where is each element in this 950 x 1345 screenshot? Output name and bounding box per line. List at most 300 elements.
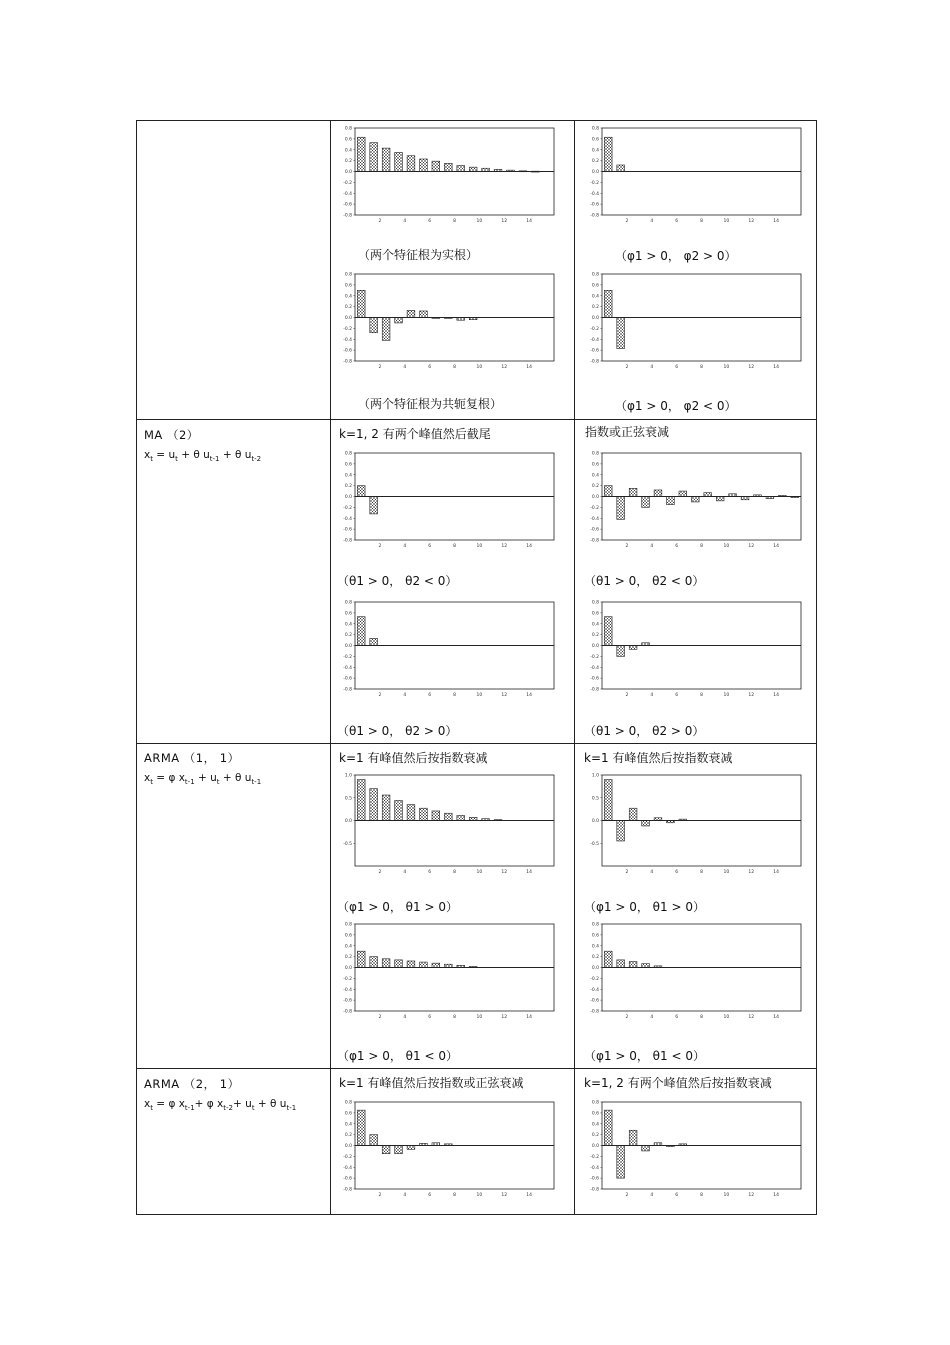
y-tick-label: 0.6 — [591, 611, 599, 617]
y-tick-label: 1.0 — [591, 773, 599, 779]
x-tick-label: 4 — [650, 544, 654, 549]
y-tick-label: -0.2 — [343, 505, 352, 511]
acf-bar — [357, 617, 365, 646]
x-tick-label: 8 — [453, 219, 456, 224]
x-tick-label: 2 — [625, 693, 629, 698]
y-tick-label: 1.0 — [344, 773, 352, 779]
x-tick-label: 12 — [501, 870, 508, 875]
x-tick-label: 2 — [378, 870, 382, 875]
x-tick-label: 10 — [476, 365, 483, 370]
y-tick-label: -0.4 — [590, 337, 599, 343]
y-tick-label: 0.0 — [344, 1144, 352, 1149]
y-tick-label: 0.2 — [344, 955, 352, 961]
acf-bar — [407, 1146, 415, 1150]
acf-bar — [357, 1110, 365, 1145]
acf-bar — [617, 646, 625, 657]
x-tick-label: 2 — [378, 544, 382, 549]
column-border — [330, 121, 331, 1214]
y-tick-label: 0.2 — [591, 633, 599, 639]
y-tick-label: -0.2 — [343, 976, 352, 982]
acf-bar — [617, 821, 625, 841]
x-tick-label: 14 — [773, 1015, 779, 1020]
y-tick-label: -0.6 — [590, 348, 599, 354]
x-tick-label: 6 — [428, 1193, 432, 1198]
y-tick-label: 0.8 — [344, 1100, 352, 1106]
acf-bar — [407, 961, 415, 968]
acf-bar — [357, 290, 365, 317]
x-tick-label: 6 — [675, 1015, 679, 1020]
y-tick-label: 0.4 — [591, 148, 599, 154]
x-tick-label: 12 — [501, 219, 508, 224]
y-tick-label: 0.6 — [344, 611, 352, 617]
acf-bar — [357, 486, 365, 497]
y-tick-label: -0.8 — [590, 1009, 599, 1015]
y-tick-label: -0.6 — [590, 202, 599, 208]
y-tick-label: 0.4 — [344, 294, 352, 300]
x-tick-label: 4 — [403, 219, 407, 224]
x-tick-label: 14 — [773, 365, 779, 370]
acf-bar — [469, 167, 477, 171]
y-tick-label: 0.4 — [591, 622, 599, 628]
acf-chart — [341, 271, 556, 371]
x-tick-label: 14 — [526, 693, 532, 698]
row-header-acf: k=1, 2 有两个峰值然后截尾 — [339, 427, 491, 441]
model-formula: $x_t = u_t + \theta$ $u_{t-1} + \theta$ $u_{t-2}$ — [144, 449, 262, 464]
acf-bar — [370, 318, 378, 333]
y-tick-label: -0.2 — [590, 180, 599, 186]
acf-bar — [432, 811, 440, 821]
y-tick-label: 0.8 — [591, 922, 599, 928]
x-tick-label: 4 — [650, 870, 654, 875]
acf-bar — [741, 497, 749, 500]
x-tick-label: 12 — [748, 365, 755, 370]
x-tick-label: 2 — [378, 1193, 382, 1198]
acf-chart — [341, 921, 556, 1021]
y-tick-label: -0.8 — [590, 359, 599, 365]
model-cell-arma11 — [144, 750, 261, 786]
model-name: MA （2） — [144, 428, 199, 442]
y-tick-label: -0.6 — [590, 998, 599, 1004]
model-name: ARMA （1， 1） — [144, 751, 240, 765]
acf-chart — [341, 125, 556, 225]
x-tick-label: 10 — [476, 219, 483, 224]
y-tick-label: -0.5 — [343, 841, 352, 847]
row-header-acf: k=1 有峰值然后按指数衰减 — [339, 751, 488, 765]
acf-bar — [604, 780, 612, 821]
x-tick-label: 14 — [526, 544, 532, 549]
acf-bar — [432, 161, 440, 171]
y-tick-label: -0.5 — [590, 841, 599, 847]
acf-bar — [679, 491, 687, 496]
x-tick-label: 4 — [650, 365, 654, 370]
acf-bar — [420, 311, 428, 318]
caption: （两个特征根为实根） — [358, 248, 479, 262]
acf-bar — [357, 137, 365, 171]
x-tick-label: 4 — [403, 1015, 407, 1020]
acf-bar — [642, 497, 650, 508]
y-tick-label: -0.8 — [343, 1009, 352, 1015]
x-tick-label: 4 — [403, 544, 407, 549]
pacf-chart — [588, 772, 803, 876]
x-tick-label: 10 — [476, 693, 483, 698]
x-tick-label: 6 — [428, 365, 432, 370]
acf-bar — [667, 497, 675, 505]
x-tick-label: 2 — [625, 870, 629, 875]
acf-bar — [482, 168, 490, 171]
y-tick-label: -0.4 — [590, 191, 599, 197]
y-tick-label: -0.8 — [590, 213, 599, 219]
y-tick-label: -0.6 — [590, 527, 599, 533]
y-tick-label: -0.6 — [343, 998, 352, 1004]
y-tick-label: -0.4 — [343, 987, 352, 993]
x-tick-label: 12 — [501, 544, 508, 549]
x-tick-label: 10 — [723, 544, 730, 549]
model-formula: $x_t = \varphi$ $x_{t-1}+ \varphi$ $x_{t-2}+ u_t + \theta$ $u_{t-1}$ — [144, 1098, 297, 1113]
x-tick-label: 8 — [453, 693, 456, 698]
x-tick-label: 8 — [700, 544, 703, 549]
x-tick-label: 14 — [773, 219, 779, 224]
acf-chart — [341, 1099, 556, 1199]
acf-bar — [617, 318, 625, 349]
caption: （θ1 > 0， θ2 > 0） — [337, 724, 458, 738]
y-tick-label: 0.8 — [344, 600, 352, 606]
x-tick-label: 6 — [675, 219, 679, 224]
y-tick-label: 0.4 — [591, 473, 599, 479]
acf-bar — [617, 165, 625, 172]
x-tick-label: 8 — [700, 219, 703, 224]
x-tick-label: 8 — [453, 1193, 456, 1198]
acf-bar — [395, 800, 403, 820]
row-header-pacf: k=1 有峰值然后按指数衰减 — [584, 751, 733, 765]
y-tick-label: -0.8 — [343, 687, 352, 693]
x-tick-label: 12 — [748, 219, 755, 224]
y-tick-label: -0.2 — [590, 505, 599, 511]
y-tick-label: 0.8 — [344, 451, 352, 457]
x-tick-label: 8 — [453, 365, 456, 370]
x-tick-label: 14 — [526, 219, 532, 224]
y-tick-label: -0.8 — [343, 359, 352, 365]
acf-bar — [382, 148, 390, 171]
row-border — [137, 1068, 816, 1069]
acf-bar — [617, 497, 625, 520]
y-tick-label: 0.4 — [591, 944, 599, 950]
y-tick-label: -0.2 — [590, 654, 599, 660]
y-tick-label: -0.2 — [343, 1154, 352, 1160]
x-tick-label: 14 — [526, 1015, 532, 1020]
y-tick-label: 0.5 — [344, 796, 352, 802]
acf-bar — [382, 1146, 390, 1154]
y-tick-label: 0.2 — [591, 305, 599, 311]
y-tick-label: 0.8 — [591, 600, 599, 606]
y-tick-label: -0.4 — [590, 987, 599, 993]
x-tick-label: 8 — [453, 1015, 456, 1020]
y-tick-label: 0.0 — [591, 316, 599, 321]
x-tick-label: 2 — [378, 1015, 382, 1020]
y-tick-label: -0.4 — [590, 1165, 599, 1171]
acf-bar — [444, 163, 452, 171]
x-tick-label: 6 — [675, 544, 679, 549]
x-tick-label: 2 — [625, 544, 629, 549]
pacf-chart — [588, 1099, 803, 1199]
acf-bar — [420, 808, 428, 820]
acf-bar — [642, 821, 650, 826]
y-tick-label: -0.8 — [343, 538, 352, 544]
acf-bar — [444, 813, 452, 820]
y-tick-label: -0.4 — [343, 516, 352, 522]
y-tick-label: -0.8 — [590, 538, 599, 544]
acf-bar — [617, 1146, 625, 1179]
x-tick-label: 4 — [650, 1015, 654, 1020]
y-tick-label: 0.2 — [591, 159, 599, 165]
acf-bar — [457, 166, 465, 172]
x-tick-label: 12 — [748, 544, 755, 549]
y-tick-label: 0.0 — [344, 644, 352, 649]
x-tick-label: 10 — [723, 365, 730, 370]
row-header-pacf: 指数或正弦衰减 — [585, 425, 670, 439]
acf-bar — [604, 486, 612, 497]
acf-bar — [420, 962, 428, 967]
y-tick-label: 0.6 — [591, 933, 599, 939]
x-tick-label: 14 — [773, 1193, 779, 1198]
y-tick-label: 0.6 — [591, 137, 599, 143]
model-cell-ma2 — [144, 427, 261, 463]
x-tick-label: 14 — [526, 1193, 532, 1198]
y-tick-label: 0.2 — [344, 1133, 352, 1139]
acf-bar — [407, 156, 415, 172]
pacf-chart — [588, 921, 803, 1021]
y-tick-label: -0.4 — [343, 191, 352, 197]
y-tick-label: 0.4 — [344, 622, 352, 628]
x-tick-label: 2 — [625, 365, 629, 370]
y-tick-label: -0.2 — [590, 326, 599, 332]
acf-bar — [604, 137, 612, 171]
acf-bar — [370, 1135, 378, 1146]
y-tick-label: 0.0 — [591, 495, 599, 500]
acf-bar — [604, 951, 612, 967]
pacf-chart — [588, 599, 803, 699]
x-tick-label: 10 — [723, 870, 730, 875]
acf-bar — [469, 817, 477, 820]
x-tick-label: 8 — [453, 544, 456, 549]
y-tick-label: -0.2 — [343, 326, 352, 332]
x-tick-label: 4 — [650, 219, 654, 224]
y-tick-label: 0.8 — [591, 1100, 599, 1106]
y-tick-label: 0.4 — [344, 473, 352, 479]
acf-bar — [395, 318, 403, 323]
x-tick-label: 10 — [723, 1193, 730, 1198]
x-tick-label: 8 — [700, 693, 703, 698]
x-tick-label: 2 — [378, 219, 382, 224]
row-header-acf: k=1 有峰值然后按指数或正弦衰减 — [339, 1076, 524, 1090]
y-tick-label: 0.6 — [344, 1111, 352, 1117]
x-tick-label: 8 — [700, 1193, 703, 1198]
x-tick-label: 14 — [526, 870, 532, 875]
x-tick-label: 12 — [501, 1193, 508, 1198]
y-tick-label: -0.6 — [343, 1176, 352, 1182]
x-tick-label: 12 — [748, 870, 755, 875]
x-tick-label: 10 — [476, 1193, 483, 1198]
acf-bar — [432, 963, 440, 967]
y-tick-label: -0.4 — [343, 1165, 352, 1171]
x-tick-label: 4 — [403, 693, 407, 698]
x-tick-label: 10 — [723, 1015, 730, 1020]
acf-bar — [457, 815, 465, 820]
y-tick-label: 0.8 — [344, 126, 352, 132]
y-tick-label: 0.6 — [591, 283, 599, 289]
acf-bar — [420, 159, 428, 172]
y-tick-label: -0.2 — [343, 180, 352, 186]
x-tick-label: 6 — [675, 1193, 679, 1198]
acf-bar — [370, 957, 378, 968]
y-tick-label: 0.8 — [344, 272, 352, 278]
acf-bar — [629, 1130, 637, 1145]
y-tick-label: 0.4 — [591, 294, 599, 300]
y-tick-label: 0.6 — [591, 462, 599, 468]
caption: （θ1 > 0， θ2 < 0） — [584, 574, 705, 588]
x-tick-label: 4 — [650, 693, 654, 698]
y-tick-label: -0.2 — [590, 1154, 599, 1160]
x-tick-label: 12 — [748, 693, 755, 698]
x-tick-label: 4 — [403, 1193, 407, 1198]
acf-bar — [629, 962, 637, 968]
column-border — [574, 121, 575, 1214]
x-tick-label: 10 — [723, 219, 730, 224]
y-tick-label: 0.0 — [591, 966, 599, 971]
y-tick-label: -0.6 — [343, 527, 352, 533]
y-tick-label: -0.8 — [343, 213, 352, 219]
acf-bar — [370, 143, 378, 172]
caption: （φ1 > 0， θ1 < 0） — [584, 1049, 705, 1063]
acf-chart — [341, 450, 556, 550]
y-tick-label: -0.8 — [343, 1187, 352, 1193]
x-tick-label: 14 — [773, 693, 779, 698]
y-tick-label: 0.2 — [344, 159, 352, 165]
acf-bar — [370, 497, 378, 514]
acf-bar — [395, 1146, 403, 1154]
acf-bar — [407, 310, 415, 317]
model-cell-arma21 — [144, 1076, 296, 1112]
y-tick-label: -0.8 — [590, 1187, 599, 1193]
y-tick-label: 0.4 — [591, 1122, 599, 1128]
row-header-pacf: k=1, 2 有两个峰值然后按指数衰减 — [584, 1076, 772, 1090]
acf-bar — [629, 808, 637, 820]
y-tick-label: 0.8 — [591, 126, 599, 132]
x-tick-label: 6 — [428, 1015, 432, 1020]
x-tick-label: 12 — [748, 1015, 755, 1020]
y-tick-label: 0.0 — [344, 819, 352, 824]
x-tick-label: 6 — [675, 365, 679, 370]
x-tick-label: 10 — [476, 544, 483, 549]
y-tick-label: 0.0 — [344, 966, 352, 971]
x-tick-label: 8 — [700, 1015, 703, 1020]
y-tick-label: 0.2 — [344, 633, 352, 639]
acf-bar — [629, 646, 637, 650]
acf-table — [136, 120, 817, 1215]
y-tick-label: 0.0 — [591, 1144, 599, 1149]
x-tick-label: 6 — [428, 544, 432, 549]
x-tick-label: 12 — [501, 365, 508, 370]
acf-bar — [444, 964, 452, 967]
x-tick-label: 10 — [476, 870, 483, 875]
y-tick-label: 0.5 — [591, 796, 599, 802]
x-tick-label: 6 — [675, 870, 679, 875]
y-tick-label: -0.4 — [590, 665, 599, 671]
y-tick-label: 0.8 — [591, 451, 599, 457]
y-tick-label: 0.6 — [344, 462, 352, 468]
y-tick-label: 0.6 — [344, 283, 352, 289]
y-tick-label: -0.2 — [590, 976, 599, 982]
y-tick-label: -0.6 — [343, 202, 352, 208]
caption: （θ1 > 0， θ2 < 0） — [337, 574, 458, 588]
acf-chart — [341, 599, 556, 699]
acf-bar — [382, 795, 390, 820]
pacf-chart — [588, 271, 803, 371]
model-formula: $x_t = \varphi$ $x_{t-1} + u_t + \theta$ $u_{t-1}$ — [144, 772, 262, 787]
acf-bar — [604, 1110, 612, 1145]
y-tick-label: 0.4 — [344, 1122, 352, 1128]
y-tick-label: 0.6 — [344, 137, 352, 143]
caption: （θ1 > 0， θ2 > 0） — [584, 724, 705, 738]
y-tick-label: 0.2 — [344, 305, 352, 311]
x-tick-label: 6 — [428, 693, 432, 698]
x-tick-label: 2 — [378, 365, 382, 370]
acf-bar — [716, 497, 724, 501]
y-tick-label: -0.8 — [590, 687, 599, 693]
x-tick-label: 14 — [773, 870, 779, 875]
y-tick-label: 0.0 — [344, 170, 352, 175]
acf-bar — [642, 1146, 650, 1151]
y-tick-label: -0.4 — [343, 665, 352, 671]
y-tick-label: -0.2 — [343, 654, 352, 660]
y-tick-label: -0.4 — [590, 516, 599, 522]
caption: （φ1 > 0， φ2 > 0） — [615, 249, 737, 263]
pacf-chart — [588, 450, 803, 550]
caption: （φ1 > 0， φ2 < 0） — [615, 399, 737, 413]
y-tick-label: -0.6 — [343, 676, 352, 682]
x-tick-label: 2 — [625, 1193, 629, 1198]
row-border — [137, 743, 816, 744]
caption: （φ1 > 0， θ1 < 0） — [337, 1049, 458, 1063]
y-tick-label: 0.0 — [591, 644, 599, 649]
y-tick-label: 0.2 — [591, 1133, 599, 1139]
x-tick-label: 12 — [501, 1015, 508, 1020]
model-name: ARMA （2， 1） — [144, 1077, 240, 1091]
x-tick-label: 8 — [700, 870, 703, 875]
row-border — [137, 419, 816, 420]
acf-bar — [629, 488, 637, 496]
acf-bar — [370, 638, 378, 645]
pacf-chart — [588, 125, 803, 225]
y-tick-label: 0.8 — [591, 272, 599, 278]
x-tick-label: 4 — [650, 1193, 654, 1198]
y-tick-label: 0.8 — [344, 922, 352, 928]
y-tick-label: 0.4 — [344, 148, 352, 154]
acf-bar — [357, 780, 365, 821]
x-tick-label: 10 — [723, 693, 730, 698]
y-tick-label: 0.2 — [591, 484, 599, 490]
y-tick-label: 0.0 — [591, 819, 599, 824]
x-tick-label: 4 — [403, 365, 407, 370]
x-tick-label: 2 — [625, 219, 629, 224]
acf-bar — [617, 960, 625, 968]
x-tick-label: 12 — [501, 693, 508, 698]
x-tick-label: 6 — [675, 693, 679, 698]
y-tick-label: 0.4 — [344, 944, 352, 950]
acf-bar — [604, 617, 612, 646]
acf-bar — [382, 318, 390, 341]
caption: （两个特征根为共轭复根） — [358, 397, 503, 411]
y-tick-label: -0.4 — [343, 337, 352, 343]
